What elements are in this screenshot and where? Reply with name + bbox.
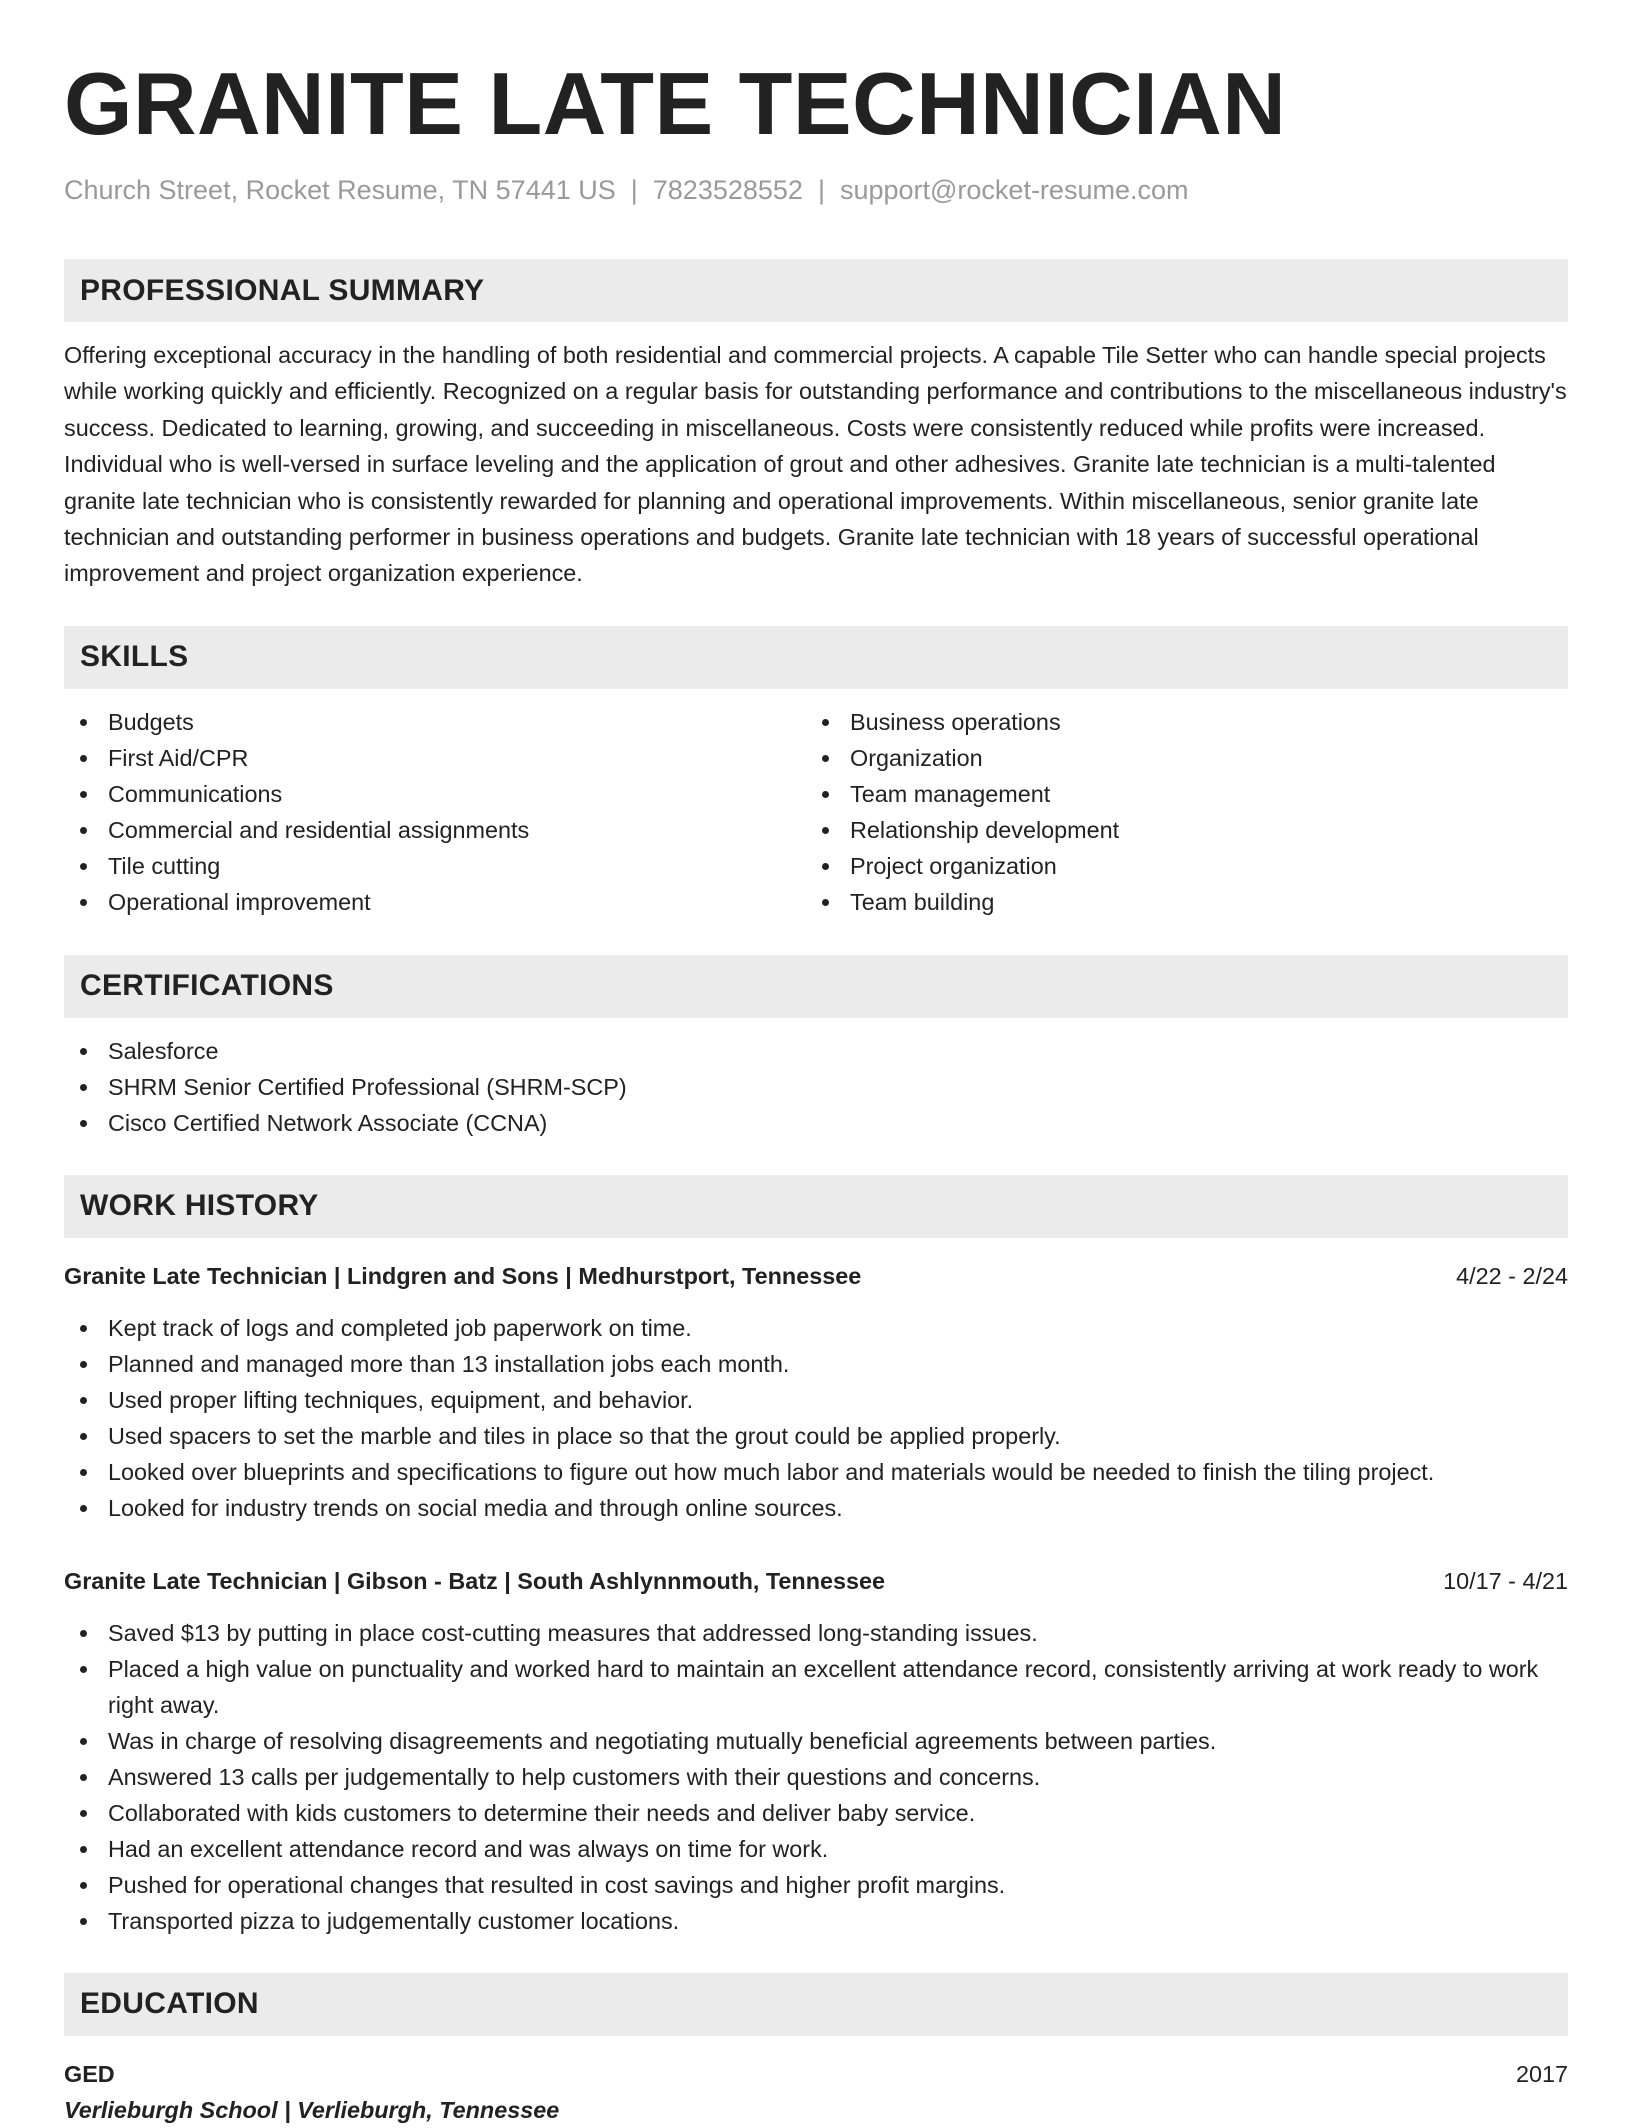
skill-item: Team building: [806, 884, 1548, 920]
section-header-summary: PROFESSIONAL SUMMARY: [64, 259, 1568, 322]
section-header-education: EDUCATION: [64, 1973, 1568, 2036]
job-bullet: Transported pizza to judgementally customer locations.: [64, 1903, 1568, 1939]
contact-phone: 7823528552: [652, 175, 803, 205]
skill-item: Organization: [806, 740, 1548, 776]
certifications-list: [64, 1033, 1568, 1141]
summary-text: Offering exceptional accuracy in the handling of both residential and commercial projects. A capable Tile Setter who can handle special projects while working quickly and efficiently. Recognized on a regular basis for outstanding performance and contributions to the miscellaneous industry's success. Dedicated to learning, growing, and succeeding in miscellaneous. Costs were consistently reduced while profits were increased. Individual who is well-versed in surface leveling and the application of grout and other adhesives. Granite late technician is a multi-talented granite late technician who is consistently rewarded for planning and operational improvements. Within miscellaneous, senior granite late technician and outstanding performer in business operations and budgets. Granite late technician with 18 years of successful operational improvement and project organization experience.: [64, 342, 1567, 587]
job-bullet: Saved $13 by putting in place cost-cutting measures that addressed long-standing issues.: [64, 1615, 1568, 1651]
skills-grid: [64, 704, 1568, 920]
job-bullet: Used proper lifting techniques, equipment, and behavior.: [64, 1382, 1568, 1418]
job-bullet: Kept track of logs and completed job paperwork on time.: [64, 1310, 1568, 1346]
job-bullet: Pushed for operational changes that resulted in cost savings and higher profit margins.: [64, 1867, 1568, 1903]
job-bullet: Collaborated with kids customers to determine their needs and deliver baby service.: [64, 1795, 1568, 1831]
job-bullet: Used spacers to set the marble and tiles in place so that the grout could be applied properly.: [64, 1418, 1568, 1454]
contact-email: support@rocket-resume.com: [839, 175, 1189, 205]
skill-item: Tile cutting: [64, 848, 806, 884]
skill-item: Operational improvement: [64, 884, 806, 920]
contact-address: Church Street, Rocket Resume, TN 57441 US: [64, 175, 616, 205]
job-title: Granite Late Technician | Lindgren and Sons | Medhurstport, Tennessee: [64, 1262, 862, 1289]
skill-item: Team management: [806, 776, 1548, 812]
job-bullet: Planned and managed more than 13 installation jobs each month.: [64, 1346, 1568, 1382]
job-bullet: Answered 13 calls per judgementally to help customers with their questions and concerns.: [64, 1759, 1568, 1795]
job-title: Granite Late Technician | Gibson - Batz | South Ashlynnmouth, Tennessee: [64, 1567, 886, 1594]
job-bullet: Had an excellent attendance record and was always on time for work.: [64, 1831, 1568, 1867]
job-bullets: [64, 1310, 1568, 1526]
job-entry: [64, 1258, 1568, 1526]
job-dates: 4/22 - 2/24: [1456, 1262, 1568, 1289]
skills-list-right: [806, 704, 1548, 920]
job-bullet: Looked over blueprints and specifications to figure out how much labor and materials would be needed to finish the tiling project.: [64, 1454, 1568, 1490]
skill-item: Relationship development: [806, 812, 1548, 848]
skill-item: Project organization: [806, 848, 1548, 884]
certification-item: Salesforce: [64, 1033, 1568, 1069]
candidate-name: GRANITE LATE TECHNICIAN: [64, 54, 1287, 153]
job-entry: [64, 1563, 1568, 1939]
education-school: Verlieburgh School | Verlieburgh, Tennessee: [64, 2096, 560, 2123]
skill-item: First Aid/CPR: [64, 740, 806, 776]
section-header-certifications: CERTIFICATIONS: [64, 955, 1568, 1018]
skill-item: Business operations: [806, 704, 1548, 740]
job-bullet: Placed a high value on punctuality and worked hard to maintain an excellent attendance record, consistently arriving at work ready to work right away.: [64, 1651, 1568, 1723]
education-year: 2017: [1515, 2060, 1568, 2087]
education-degree: GED: [64, 2060, 115, 2087]
contact-line: [64, 174, 1568, 206]
contact-separator: |: [817, 175, 825, 205]
job-bullet: Looked for industry trends on social media and through online sources.: [64, 1490, 1568, 1526]
skill-item: Budgets: [64, 704, 806, 740]
skill-item: Communications: [64, 776, 806, 812]
education-header: [64, 2056, 1568, 2092]
certification-item: Cisco Certified Network Associate (CCNA): [64, 1105, 1568, 1141]
job-header: [64, 1563, 1568, 1599]
contact-separator: |: [630, 175, 638, 205]
job-dates: 10/17 - 4/21: [1443, 1567, 1568, 1594]
certification-item: SHRM Senior Certified Professional (SHRM-SCP): [64, 1069, 1568, 1105]
job-header: [64, 1258, 1568, 1294]
section-header-skills: SKILLS: [64, 626, 1568, 689]
job-bullet: Was in charge of resolving disagreements and negotiating mutually beneficial agreements between parties.: [64, 1723, 1568, 1759]
job-bullets: [64, 1615, 1568, 1939]
skill-item: Commercial and residential assignments: [64, 812, 806, 848]
section-header-work-history: WORK HISTORY: [64, 1175, 1568, 1238]
skills-list-left: [64, 704, 806, 920]
